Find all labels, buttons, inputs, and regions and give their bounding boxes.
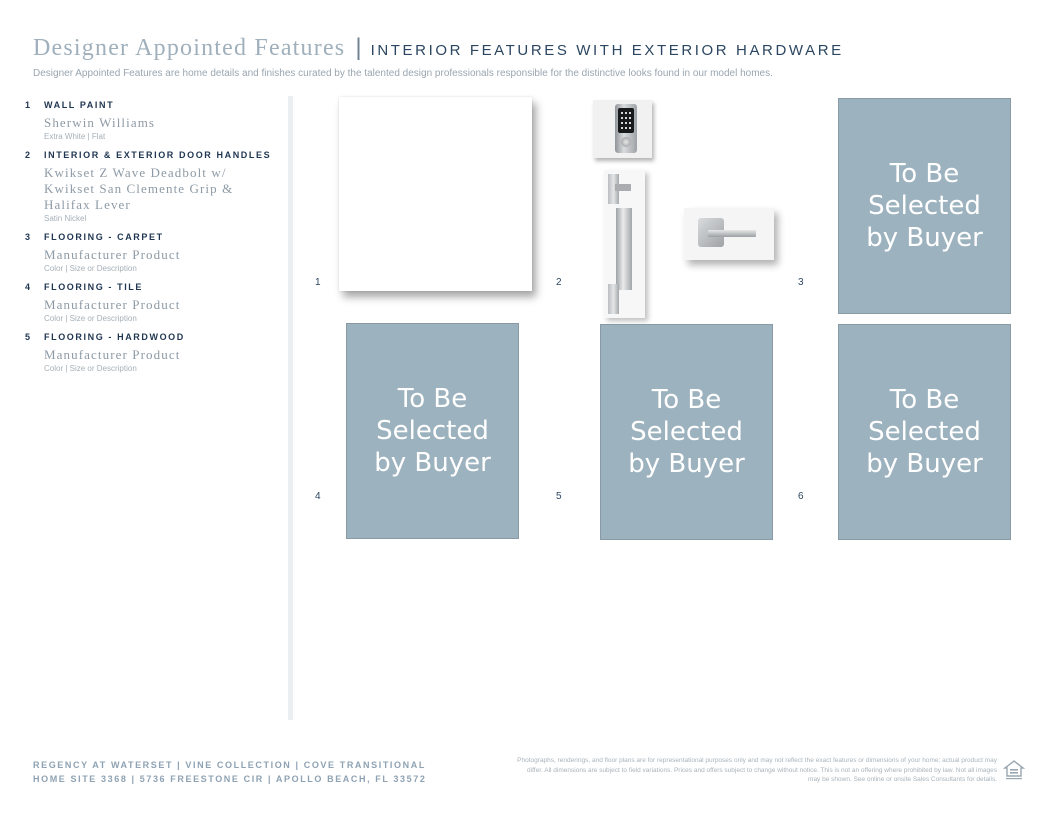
- grid-number-4: 4: [315, 491, 321, 502]
- feature-category: WALL PAINT: [44, 100, 115, 110]
- page-subtitle: INTERIOR FEATURES WITH EXTERIOR HARDWARE: [370, 42, 844, 59]
- deadbolt-keypad-image: [593, 100, 652, 158]
- feature-category: FLOORING - HARDWOOD: [44, 332, 185, 342]
- vertical-divider: [288, 96, 293, 720]
- grid-number-5: 5: [556, 491, 562, 502]
- feature-category: FLOORING - TILE: [44, 282, 143, 292]
- feature-detail: Color | Size or Description: [44, 264, 137, 273]
- feature-carpet: [25, 232, 280, 273]
- grid-number-6: 6: [798, 491, 804, 502]
- placeholder-line: To Be: [397, 384, 468, 414]
- placeholder-line: by Buyer: [628, 449, 745, 479]
- feature-detail: Satin Nickel: [44, 214, 87, 223]
- grid-number-3: 3: [798, 277, 804, 288]
- title-row: [33, 34, 1033, 62]
- placeholder-line: To Be: [651, 385, 722, 415]
- placeholder-line: Selected: [868, 191, 981, 221]
- feature-number: 1: [25, 100, 32, 110]
- grid-number-2: 2: [556, 277, 562, 288]
- feature-detail: Color | Size or Description: [44, 364, 137, 373]
- page-title: Designer Appointed Features: [33, 35, 346, 61]
- placeholder-line: by Buyer: [866, 223, 983, 253]
- lever-handle-image: [684, 208, 774, 260]
- equal-housing-opportunity-icon: [1003, 759, 1025, 781]
- feature-number: 4: [25, 282, 32, 292]
- feature-list: [25, 100, 280, 382]
- feature-category: INTERIOR & EXTERIOR DOOR HANDLES: [44, 150, 272, 160]
- feature-product: Manufacturer Product: [44, 247, 181, 262]
- grid-number-1: 1: [315, 277, 321, 288]
- intro-text: Designer Appointed Features are home details and finishes curated by the talented design professionals responsible for the distinctive looks found in our model homes.: [33, 68, 773, 79]
- feature-category: FLOORING - CARPET: [44, 232, 164, 242]
- sixth-placeholder: [838, 324, 1011, 540]
- feature-tile: [25, 282, 280, 323]
- placeholder-line: Selected: [868, 417, 981, 447]
- community-info: [33, 758, 426, 786]
- placeholder-line: To Be: [889, 385, 960, 415]
- wall-paint-swatch: [339, 97, 532, 291]
- grip-handleset-image: [604, 170, 645, 318]
- feature-product: Sherwin Williams: [44, 115, 156, 130]
- feature-number: 5: [25, 332, 32, 342]
- hardwood-placeholder: [600, 324, 773, 540]
- legal-disclaimer: Photographs, renderings, and floor plans are for representational purposes only and may not reflect the exact features or dimensions of your home; actual product may differ. All dimensions are subject to field variations. Prices and offers subject to change without notice. This is not an offering where prohibited by law. Not all images may be shown. See online or onsite Sales Consultants for details.: [517, 757, 997, 783]
- placeholder-line: To Be: [889, 159, 960, 189]
- feature-detail: Extra White | Flat: [44, 132, 106, 141]
- community-line: REGENCY AT WATERSET | VINE COLLECTION | COVE TRANSITIONAL: [33, 760, 426, 770]
- page-header: [33, 34, 1033, 79]
- placeholder-line: Selected: [376, 416, 489, 446]
- address-line: HOME SITE 3368 | 5736 FREESTONE CIR | APOLLO BEACH, FL 33572: [33, 774, 427, 784]
- placeholder-line: by Buyer: [374, 448, 491, 478]
- placeholder-line: Selected: [630, 417, 743, 447]
- feature-product: Kwikset Z Wave Deadbolt w/ Kwikset San Clemente Grip & Halifax Lever: [44, 165, 234, 212]
- title-separator: |: [355, 34, 362, 61]
- feature-number: 2: [25, 150, 32, 160]
- feature-door-handles: [25, 150, 280, 223]
- feature-product: Manufacturer Product: [44, 297, 181, 312]
- placeholder-line: by Buyer: [866, 449, 983, 479]
- feature-hardwood: [25, 332, 280, 373]
- feature-product: Manufacturer Product: [44, 347, 181, 362]
- tile-placeholder: [346, 323, 519, 539]
- carpet-placeholder: [838, 98, 1011, 314]
- feature-number: 3: [25, 232, 32, 242]
- feature-wall-paint: [25, 100, 280, 141]
- feature-detail: Color | Size or Description: [44, 314, 137, 323]
